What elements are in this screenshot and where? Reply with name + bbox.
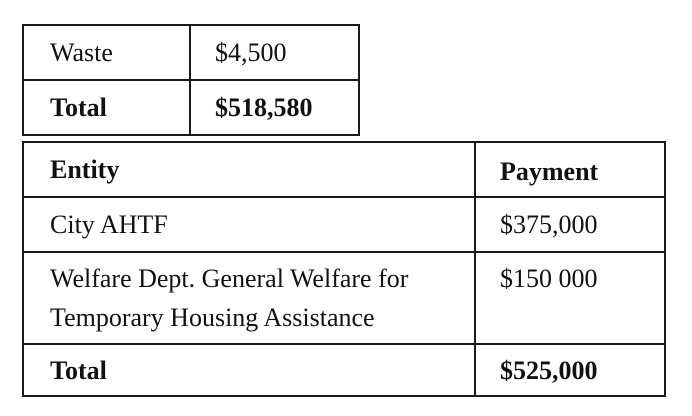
summary-table [22, 24, 360, 136]
payment-table [22, 141, 666, 397]
table-total-row [23, 344, 665, 396]
table-row [23, 252, 665, 344]
row-amount-waste: $4,500 [190, 25, 359, 80]
row-label-waste: Waste [23, 25, 190, 80]
total-amount: $518,580 [190, 80, 359, 135]
payment-column-header: Payment [475, 142, 665, 197]
entity-column-header: Entity [23, 142, 475, 197]
table-row [23, 80, 359, 135]
table-row [23, 25, 359, 80]
entity-cell: City AHTF [23, 197, 475, 252]
table-row [23, 197, 665, 252]
entity-cell: Welfare Dept. General Welfare for Temporary Housing Assistance [23, 252, 475, 344]
total-label: Total [23, 344, 475, 396]
payment-cell: $375,000 [475, 197, 665, 252]
total-label: Total [23, 80, 190, 135]
payment-cell: $150 000 [475, 252, 665, 344]
table-header-row [23, 142, 665, 197]
total-amount: $525,000 [475, 344, 665, 396]
